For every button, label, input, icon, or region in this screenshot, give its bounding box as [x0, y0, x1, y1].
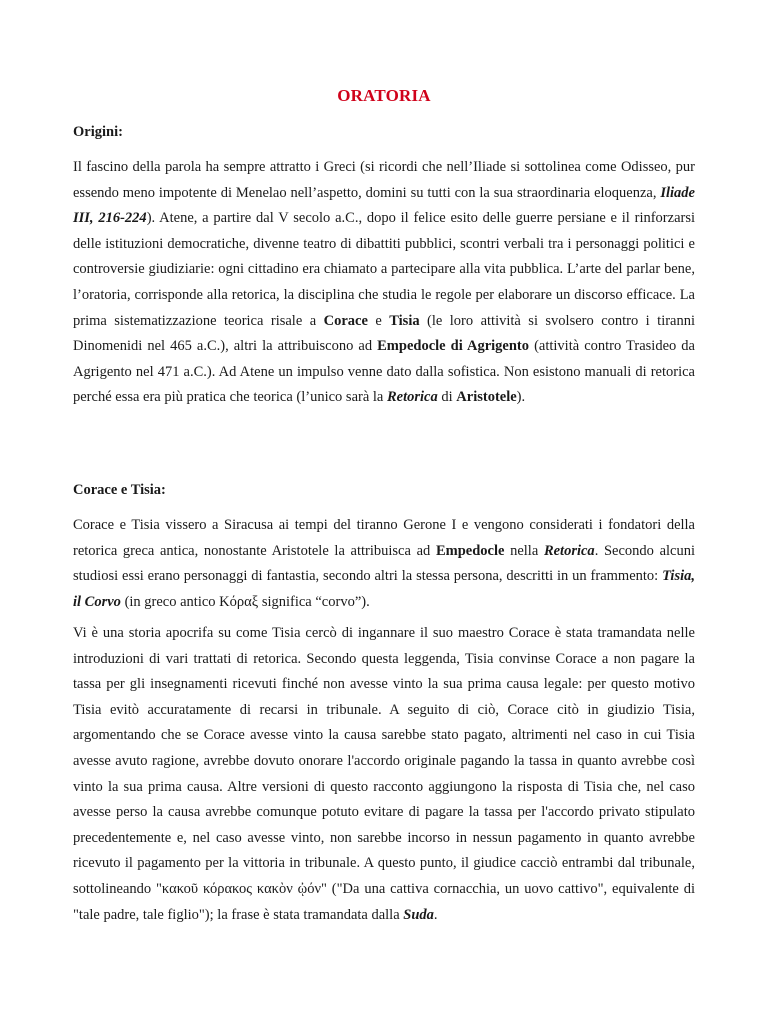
name-empedocle: Empedocle di Agrigento — [377, 338, 530, 355]
citation-iliade: Iliade III, 216-224 — [73, 184, 695, 227]
document-title: ORATORIA — [337, 86, 431, 105]
text-run: e — [367, 312, 390, 329]
text-run: (in greco antico Κόραξ significa “corvo”). — [120, 593, 370, 610]
name-empedocle: Empedocle — [435, 542, 505, 559]
text-run: Corace e Tisia vissero a Siracusa ai tempi del tiranno Gerone I e vengono considerati i fondatori della retorica greca antica, nonostante Aristotele la attribuisca ad — [73, 517, 695, 559]
name-tisia: Tisia — [389, 312, 420, 329]
fragment-title: Tisia, il Corvo — [73, 568, 695, 610]
text-run: nella — [504, 542, 544, 559]
text-run: (le loro attività si svolsero contro i tiranni Dinomenidi nel 465 a.C.), altri la attribuiscono ad — [73, 312, 696, 355]
text-run: (attività contro Trasideo da Agrigento nel 471 a.C.). Ad Atene un impulso venne dato dalla sofistica. Non esistono manuali di retorica perché essa era più pratica che teorica (l’unico sarà la — [73, 338, 695, 406]
text-run: ). — [516, 389, 526, 406]
paragraph-corace-tisia — [73, 513, 695, 615]
section-heading-corace-tisia: Corace e Tisia: — [73, 482, 166, 498]
work-suda: Suda — [403, 906, 434, 923]
text-run: . Secondo alcuni studiosi essi erano personaggi di fantastia, secondo altri la stessa persona, descritti in un frammento: — [73, 542, 696, 585]
paragraph-origini — [73, 155, 695, 411]
text-run: Il fascino della parola ha sempre attratto i Greci (si ricordi che nell’Iliade si sottolinea come Odisseo, pur essendo meno impotente di Menelao nell’aspetto, domini su tutti con la sua straordinaria eloquenza, — [73, 159, 695, 201]
text-run: di — [437, 389, 457, 406]
section-heading-origini: Origini: — [73, 124, 123, 140]
text-run: ). Atene, a partire dal V secolo a.C., dopo il felice esito delle guerre persiane e il rinforzarsi delle istituzioni democratiche, divenne teatro di dibattiti pubblici, scontri verbali tra i personaggi politici e controversie giudiziarie: ogni cittadino era chiamato a partecipare alla vita pubblica. L’arte del parlar bene, l’oratoria, corrisponde alla retorica, la disciplina che studia le regole per elaborare un discorso efficace. La prima sistematizzazione teorica risale a — [73, 210, 696, 329]
work-retorica: Retorica — [543, 542, 595, 559]
text-run: . — [433, 906, 438, 923]
name-aristotele: Aristotele — [456, 389, 517, 406]
work-retorica: Retorica — [387, 389, 438, 406]
name-corace: Corace — [323, 312, 368, 329]
paragraph-storia-apocrifa — [73, 621, 695, 928]
text-run: Vi è una storia apocrifa su come Tisia cercò di ingannare il suo maestro Corace è stata tramandata nelle introduzioni di vari trattati di retorica. Secondo questa leggenda, Tisia convinse Corace a non pagare la tassa per gli insegnamenti ricevuti finché non avesse vinto la sua prima causa legale: per questo motivo Tisia evitò accuratamente di recarsi in tribunale. A seguito di ciò, Corace citò in giudizio Tisia, argomentando che se Corace avesse vinto la causa sarebbe stato pagato, altrimenti nel caso in cui Tisia avesse avuto ragione, avrebbe dovuto onorare l'accordo originale pagando la tassa in quanto avrebbe così vinto la sua prima causa. Altre versioni di questo racconto aggiungono la risposta di Tisia che, nel caso avesse perso la causa avrebbe comunque potuto evitare di pagare la tassa per l'accordo privato stipulato precedentemente e, nel caso avesse vinto, non sarebbe incorso in nessun pagamento in quanto avrebbe ricevuto il pagamento per la vittoria in tribunale. A questo punto, il giudice cacciò entrambi dal tribunale, sottolineando "κακοῦ κόρακος κακὸν ᾠόν" ("Da una cattiva cornacchia, un uovo cattivo", equivalente di "tale padre, tale figlio"); la frase è stata tramandata dalla — [73, 625, 695, 923]
